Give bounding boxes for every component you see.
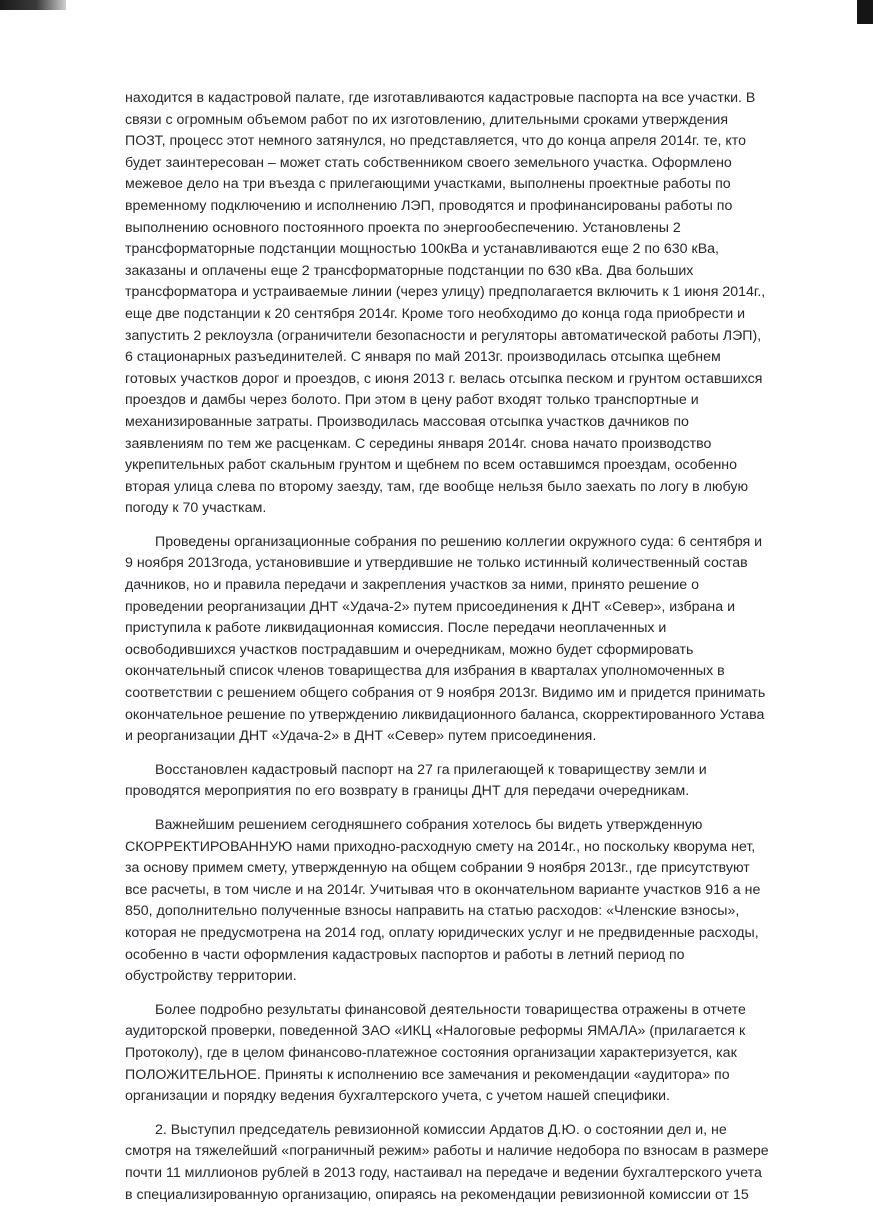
document-body <box>125 88 770 1206</box>
paragraph-organizational-meetings: Проведены организационные собрания по решению коллегии окружного суда: 6 сентября и 9 ноября 2013года, установившие и утвердившие не только истинный количественный состав дачников, но и правила передачи и закрепления участков за ними, принято решение о проведении реорганизации ДНТ «Удача-2» путем присоединения к ДНТ «Север», избрана и приступила к работе ликвидационная комиссия. После передачи неоплаченных и освободившихся участков пострадавшим и очередникам, можно будет сформировать окончательный список членов товарищества для избрания в кварталах уполномоченных в соответствии с решением общего собрания от 9 ноября 2013г. Видимо им и придется принимать окончательное решение по утверждению ликвидационного баланса, скорректированного Устава и реорганизации ДНТ «Удача-2» в ДНТ «Север» путем присоединения. <box>125 533 766 745</box>
paragraph-audit-results: Более подробно результаты финансовой деятельности товарищества отражены в отчете аудиторской проверки, поведенной ЗАО «ИКЦ «Налоговые реформы ЯМАЛА» (прилагается к Протоколу), где в целом финансово-платежное состояния организации характеризуется, как ПОЛОЖИТЕЛЬНОЕ. Приняты к исполнению все замечания и рекомендации «аудитора» по организации и порядку ведения бухгалтерского учета, с учетом нашей специфики. <box>125 1001 746 1105</box>
scan-edge-mark-right <box>857 0 873 24</box>
paragraph-cadastral-and-power: находится в кадастровой палате, где изготавливаются кадастровые паспорта на все участки. В связи с огромным объемом работ по их изготовлению, длительными сроками утверждения ПОЗТ, процесс этот немного затянулся, но представляется, что до конца апреля 2014г. те, кто будет заинтересован – может стать собственником своего земельного участка. Оформлено межевое дело на три въезда с прилегающими участками, выполнены проектные работы по временному подключению и исполнению ЛЭП, проводятся и профинансированы работы по выполнению основного постоянного проекта по энергообеспечению. Установлены 2 трансформаторные подстанции мощностью 100кВа и устанавливаются еще 2 по 630 кВа, заказаны и оплачены еще 2 трансформаторные подстанции по 630 кВа. Два больших трансформатора и устраиваемые линии (через улицу) предполагается включить к 1 июня 2014г., еще две подстанции к 20 сентября 2014г. Кроме того необходимо до конца года приобрести и запустить 2 реклоузла (ограничители безопасности и регуляторы автоматической работы ЛЭП), 6 стационарных разъединителей. С января по май 2013г. производилась отсыпка щебнем готовых участков дорог и проездов, с июня 2013 г. велась отсыпка песком и грунтом оставшихся проездов и дамбы через болото. При этом в цену работ входят только транспортные и механизированные затраты. Производилась массовая отсыпка участков дачников по заявлениям по тем же расценкам. С середины января 2014г. снова начато производство укрепительных работ скальным грунтом и щебнем по всем оставшимся проездам, особенно вторая улица слева по второму заезду, там, где вообще нельзя было заехать по логу в любую погоду к 70 участкам. <box>125 90 766 517</box>
paragraph-cadastral-passport: Восстановлен кадастровый паспорт на 27 га прилегающей к товариществу земли и проводятся мероприятия по его возврату в границы ДНТ для передачи очередникам. <box>125 761 707 800</box>
scan-edge-mark-left <box>0 0 66 10</box>
paragraph-audit-commission-speech: 2. Выступил председатель ревизионной комиссии Ардатов Д.Ю. о состоянии дел и, не смотря на тяжелейший «пограничный режим» работы и наличие недобора по взносам в размере почти 11 миллионов рублей в 2013 году, настаивал на передаче и ведении бухгалтерского учета в специализированную организацию, опираясь на рекомендации ревизионной комиссии от 15 <box>125 1121 769 1203</box>
paragraph-budget-decision: Важнейшим решением сегодняшнего собрания хотелось бы видеть утвержденную СКОРРЕКТИРОВАННУЮ нами приходно-расходную смету на 2014г., но поскольку кворума нет, за основу примем смету, утвержденную на общем собрании 9 ноября 2013г., где присутствуют все расчеты, в том числе и на 2014г. Учитывая что в окончательном варианте участков 916 а не 850, дополнительно полученные взносы направить на статью расходов: «Членские взносы», которая не предусмотрена на 2014 год, оплату юридических услуг и не предвиденные расходы, особенно в части оформления кадастровых паспортов и работы в летний период по обустройству территории. <box>125 817 761 985</box>
